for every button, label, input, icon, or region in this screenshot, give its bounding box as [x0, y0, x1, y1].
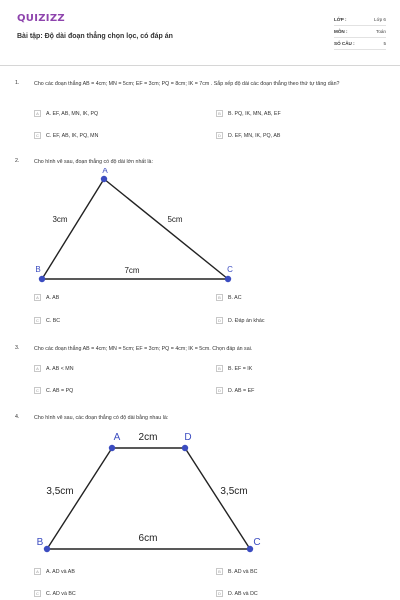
option-label: D. AB = EF	[228, 387, 255, 394]
info-key: SỐ CÂU :	[334, 41, 355, 46]
length-ab: 3cm	[52, 215, 68, 224]
option-label: B. AD và BC	[228, 568, 258, 575]
question-number: 1.	[15, 80, 20, 86]
info-row-grade	[334, 14, 386, 26]
length-bc: 7cm	[124, 266, 140, 275]
option-box: B	[216, 110, 223, 117]
label-b: B	[36, 537, 44, 548]
option-label: C. AD và BC	[46, 590, 76, 597]
length-ad: 2cm	[138, 432, 158, 443]
option-label: A. AB < MN	[46, 365, 74, 372]
option-label: D. AB và DC	[228, 590, 258, 597]
question-text: Cho các đoạn thẳng AB = 4cm; MN = 5cm; EF = 3cm; PQ = 8cm; IK = 7cm . Sắp xếp độ dài các đoạn thẳng theo thứ tự tăng dần?	[34, 81, 340, 87]
info-table	[334, 14, 386, 50]
question-text: Cho hình vẽ sau, đoạn thẳng có độ dài lớn nhất là:	[34, 159, 153, 165]
option-box: D	[216, 590, 223, 597]
label-d: D	[184, 432, 192, 443]
label-c: C	[227, 265, 233, 274]
point-b	[39, 276, 45, 282]
option-label: A. EF, AB, MN, IK, PQ	[46, 110, 99, 117]
option-label: C. AB = PQ	[46, 387, 74, 394]
info-row-subject	[334, 26, 386, 38]
worksheet-header	[0, 0, 400, 66]
info-key: LỚP :	[334, 17, 347, 22]
option-box: D	[216, 132, 223, 139]
option-label: D. Đáp án khác	[228, 317, 265, 324]
point-d	[182, 445, 188, 451]
question-2	[0, 158, 400, 333]
option-label: B. AC	[228, 294, 242, 301]
question-number: 2.	[15, 158, 20, 164]
length-bc: 6cm	[138, 533, 158, 544]
page-title: Bài tập: Độ dài đoạn thẳng chọn lọc, có đáp án	[17, 33, 173, 40]
option-label: A. AB	[46, 294, 60, 301]
length-ab: 3,5cm	[46, 486, 74, 497]
point-c	[247, 546, 253, 552]
edge-ab	[47, 448, 112, 549]
label-c: C	[253, 537, 261, 548]
triangle-figure	[0, 168, 400, 308]
trapezoid-figure	[0, 428, 400, 568]
label-a: A	[113, 432, 121, 443]
info-value: 5	[383, 41, 386, 46]
info-row-count	[334, 38, 386, 50]
point-b	[44, 546, 50, 552]
point-a	[109, 445, 115, 451]
info-value: Lớp 6	[374, 17, 386, 22]
option-label: B. PQ, IK, MN, AB, EF	[228, 110, 281, 117]
question-text: Cho hình vẽ sau, các đoạn thẳng có độ dài bằng nhau là:	[34, 415, 169, 421]
option-box: A	[34, 568, 41, 575]
option-box: B	[216, 365, 223, 372]
option-label: C. EF, AB, IK, PQ, MN	[46, 132, 99, 139]
option-box: B	[216, 294, 223, 301]
edge-dc	[185, 448, 250, 549]
label-a: A	[102, 168, 108, 175]
option-label: B. EF = IK	[228, 365, 253, 372]
point-a	[101, 176, 107, 182]
question-3	[0, 345, 400, 400]
info-value: Toán	[376, 29, 386, 34]
length-ac: 5cm	[167, 215, 183, 224]
option-box: C	[34, 387, 41, 394]
option-box: A	[34, 110, 41, 117]
quizizz-logo: QUIZIZZ	[17, 13, 65, 24]
question-1	[0, 80, 400, 150]
option-box: C	[34, 317, 41, 324]
option-box: C	[34, 590, 41, 597]
option-label: A. AD và AB	[46, 568, 75, 575]
edge-ac	[104, 179, 228, 279]
option-box: B	[216, 568, 223, 575]
question-4	[0, 414, 400, 600]
question-text: Cho các đoạn thẳng AB = 4cm; MN = 5cm; EF = 3cm; PQ = 4cm; IK = 5cm. Chọn đáp án sai.	[34, 346, 253, 352]
label-b: B	[35, 265, 41, 274]
option-label: D. EF, MN, IK, PQ, AB	[228, 132, 281, 139]
info-key: MÔN :	[334, 29, 348, 34]
question-number: 3.	[15, 345, 20, 351]
edge-ab	[42, 179, 104, 279]
option-box: A	[34, 294, 41, 301]
option-box: A	[34, 365, 41, 372]
question-number: 4.	[15, 414, 20, 420]
option-box: C	[34, 132, 41, 139]
point-c	[225, 276, 231, 282]
option-label: C. BC	[46, 317, 61, 324]
option-box: D	[216, 317, 223, 324]
length-dc: 3,5cm	[220, 486, 248, 497]
triangle-edges	[42, 179, 228, 279]
option-box: D	[216, 387, 223, 394]
